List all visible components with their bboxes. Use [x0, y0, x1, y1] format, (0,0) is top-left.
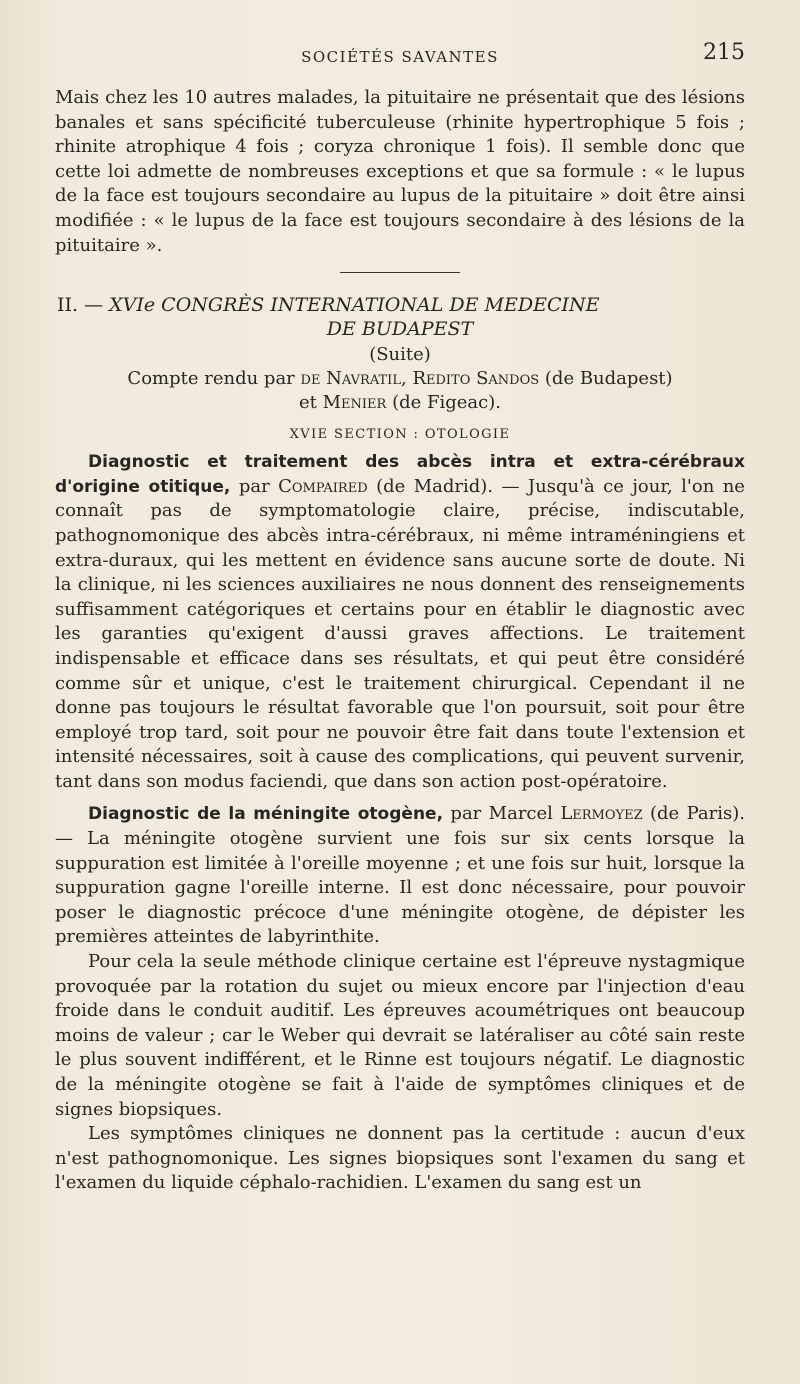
report-de: de [300, 368, 321, 390]
article-abces-title: Diagnostic et traitement des abcès intra et extra-cérébraux d'origine otitique, [55, 452, 745, 497]
report-separator: , [400, 368, 407, 390]
running-title: SOCIÉTÉS SAVANTES [301, 48, 499, 66]
article-meningite-by: par Marcel [450, 803, 553, 825]
report-author-navratil: Navratil [326, 368, 401, 390]
article-meningite-author: Lermoyez [560, 803, 643, 825]
article-abces [55, 450, 745, 794]
report-connector: et [299, 392, 317, 414]
report-author-sandos: Redito Sandos [412, 368, 540, 390]
article-abces-by: par [238, 475, 270, 497]
page-body [55, 86, 745, 1196]
report-author-menier: Menier [322, 392, 387, 414]
article-meningite-location: (de Paris). [650, 803, 745, 825]
article-spacer [55, 794, 745, 802]
intro-paragraph: Mais chez les 10 autres malades, la pituitaire ne présentait que des lésions banales et sans spécificité tuberculeuse (rhinite hypertrophique 5 fois ; rhinite atrophique 4 fois ; coryza chronique 1 fois). Il semble donc que cette loi admette de nombreuses exceptions et que sa formule : « le lupus de la face est toujours secondaire au lupus de la pituitaire » doit être ainsi modifiée : « le lupus de la face est toujours secondaire à des lésions de la pituitaire ». [55, 87, 745, 256]
section-heading [55, 293, 745, 341]
page-header [55, 40, 745, 70]
subsection-heading: XVIE SECTION : OTOLOGIE [289, 427, 511, 443]
article-meningite-title: Diagnostic de la méningite otogène, [88, 804, 444, 825]
report-location-figeac: (de Figeac). [392, 392, 501, 414]
section-suite: (Suite) [369, 344, 431, 366]
article-meningite-text: — La méningite otogène survient une fois sur six cents lorsque la suppuration est limitée à l'oreille moyenne ; et une fois sur huit, lorsque la suppuration gagne l'oreille interne. Il est donc nécessaire, pour pouvoir poser le diagnostic précoce d'une méningite otogène, de dépister les premières atteintes de labyrinthite. [55, 828, 745, 948]
article-abces-location: (de Madrid). [376, 475, 494, 497]
report-location-budapest: (de Budapest) [544, 368, 673, 390]
article-abces-author: Compaired [278, 475, 368, 497]
article-meningite [55, 802, 745, 950]
section-number: II. — [57, 294, 104, 317]
section-divider [340, 272, 460, 273]
section-title-line2: DE BUDAPEST [326, 318, 474, 341]
page-number: 215 [703, 40, 745, 65]
article-meningite-paragraph2: Pour cela la seule méthode clinique certaine est l'épreuve nystagmique provoquée par la rotation du sujet ou mieux encore par l'injection d'eau froide dans le conduit auditif. Les épreuves acoumétriques ont beaucoup moins de valeur ; car le Weber qui devrait se latéraliser au côté sain reste le plus souvent indifférent, et le Rinne est toujours négatif. Le diagnostic de la méningite otogène se fait à l'aide de symptômes cliniques et de signes biopsiques. [55, 951, 745, 1120]
section-heading-line1 [55, 293, 745, 317]
article-meningite-paragraph3: Les symptômes cliniques ne donnent pas la certitude : aucun d'eux n'est pathognomonique. Les signes biopsiques sont l'examen du sang et l'examen du liquide céphalo-rachidien. L'examen du sang est un [55, 1123, 745, 1194]
report-prefix: Compte rendu par [127, 368, 295, 390]
report-credit-line2 [55, 391, 745, 415]
article-abces-text: — Jusqu'à ce jour, l'on ne connaît pas de symptomatologie claire, précise, indiscutable, pathognomonique des abcès intra-cérébraux, ni même intraméningiens et extra-duraux, qui les mettent en évidence sans aucune sorte de doute. Ni la clinique, ni les sciences auxiliaires ne nous donnent des renseignements suffisamment catégoriques et certains pour en établir le diagnostic avec les garanties qu'exigent d'aussi graves affections. Le traitement indispensable et efficace dans ses résultats, et qui peut être considéré comme sûr et unique, c'est le traitement chirurgical. Cependant il ne donne pas toujours le résultat favorable que l'on poursuit, soit pour être employé trop tard, soit pour ne pouvoir être fait dans toute l'extension et intensité nécessaires, soit à cause des complications, qui peuvent survenir, tant dans son modus faciendi, que dans son action post-opératoire. [55, 475, 745, 792]
report-credit-line1 [55, 367, 745, 391]
section-title: XVIe CONGRÈS INTERNATIONAL DE MEDECINE [109, 294, 600, 317]
